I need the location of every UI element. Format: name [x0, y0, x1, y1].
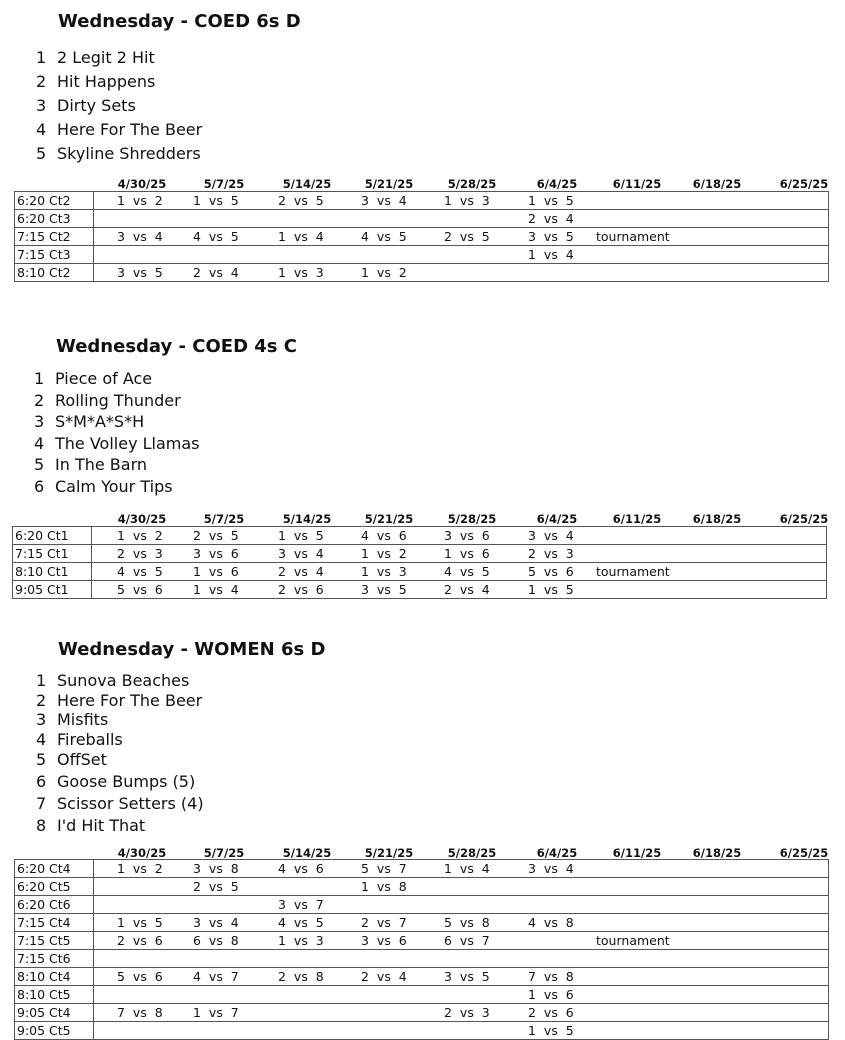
table-row: [13, 563, 827, 581]
matchup: 3 vs 6: [193, 546, 239, 561]
games-cell: [94, 192, 829, 210]
games-cell: [94, 986, 829, 1004]
team-item: 7 Scissor Setters (4): [36, 793, 204, 813]
time-court-cell: 9:05 Ct5: [15, 1022, 94, 1040]
date-header: 6/18/25: [692, 512, 742, 526]
table-row: [15, 914, 829, 932]
date-header: 5/7/25: [203, 846, 245, 860]
time-court-cell: 6:20 Ct6: [15, 896, 94, 914]
matchup: 1 vs 4: [278, 229, 324, 244]
date-header: 5/14/25: [282, 177, 332, 191]
matchup: 4 vs 8: [528, 915, 574, 930]
matchup: 2 vs 3: [444, 1005, 490, 1020]
matchup: 1 vs 4: [528, 247, 574, 262]
games-cell: [94, 264, 829, 282]
matchup: 2 vs 6: [278, 582, 324, 597]
matchup: 1 vs 5: [117, 915, 163, 930]
matchup: 3 vs 6: [444, 528, 490, 543]
matchup: 2 vs 3: [528, 546, 574, 561]
date-header: 6/18/25: [692, 846, 742, 860]
time-court-cell: 7:15 Ct3: [15, 246, 94, 264]
date-header: 6/4/25: [536, 846, 578, 860]
games-cell: [92, 527, 827, 545]
team-item: 2 Here For The Beer: [36, 690, 203, 710]
table-row: [15, 986, 829, 1004]
matchup: 6 vs 8: [193, 933, 239, 948]
date-header: 4/30/25: [117, 846, 167, 860]
date-header: 6/11/25: [612, 512, 662, 526]
date-header: 6/11/25: [612, 177, 662, 191]
table-row: [15, 878, 829, 896]
matchup: 1 vs 2: [361, 265, 407, 280]
matchup: 2 vs 4: [278, 564, 324, 579]
matchup: 3 vs 6: [361, 933, 407, 948]
matchup: 1 vs 4: [444, 861, 490, 876]
table-row: [13, 527, 827, 545]
matchup: 1 vs 5: [528, 1023, 574, 1038]
table-row: [15, 896, 829, 914]
date-header: 6/11/25: [612, 846, 662, 860]
time-court-cell: 9:05 Ct4: [15, 1004, 94, 1022]
matchup: 2 vs 5: [278, 193, 324, 208]
team-item: 2 Rolling Thunder: [34, 390, 181, 410]
matchup: 7 vs 8: [528, 969, 574, 984]
team-item: 3 Dirty Sets: [36, 96, 136, 115]
matchup: 1 vs 6: [193, 564, 239, 579]
games-cell: [92, 545, 827, 563]
date-header: 5/21/25: [364, 512, 414, 526]
matchup: 1 vs 2: [117, 528, 163, 543]
team-list: [36, 671, 204, 837]
matchup: 2 vs 5: [193, 528, 239, 543]
team-item: 6 Goose Bumps (5): [36, 771, 196, 791]
matchup: 7 vs 8: [117, 1005, 163, 1020]
time-court-cell: 6:20 Ct3: [15, 210, 94, 228]
schedule-table: [14, 191, 829, 282]
date-header: 6/4/25: [536, 512, 578, 526]
table-row: [15, 932, 829, 950]
time-court-cell: 8:10 Ct1: [13, 563, 92, 581]
team-list: [36, 46, 202, 166]
matchup: 1 vs 6: [528, 987, 574, 1002]
tournament-label: tournament: [596, 933, 670, 948]
time-court-cell: 7:15 Ct1: [13, 545, 92, 563]
games-cell: [94, 228, 829, 246]
matchup: 1 vs 3: [361, 564, 407, 579]
games-cell: [94, 210, 829, 228]
matchup: 3 vs 4: [528, 528, 574, 543]
date-header: 5/7/25: [203, 512, 245, 526]
time-court-cell: 6:20 Ct2: [15, 192, 94, 210]
matchup: 1 vs 7: [193, 1005, 239, 1020]
games-cell: [94, 860, 829, 878]
games-cell: [94, 896, 829, 914]
matchup: 3 vs 8: [193, 861, 239, 876]
matchup: 1 vs 4: [193, 582, 239, 597]
matchup: 5 vs 7: [361, 861, 407, 876]
matchup: 3 vs 5: [361, 582, 407, 597]
section-title: Wednesday - COED 6s D: [58, 11, 301, 32]
matchup: 3 vs 5: [528, 229, 574, 244]
matchup: 1 vs 2: [117, 861, 163, 876]
matchup: 1 vs 3: [278, 265, 324, 280]
matchup: 2 vs 6: [117, 933, 163, 948]
time-court-cell: 7:15 Ct2: [15, 228, 94, 246]
matchup: 2 vs 7: [361, 915, 407, 930]
matchup: 3 vs 5: [117, 265, 163, 280]
date-header: 5/21/25: [364, 177, 414, 191]
games-cell: [92, 581, 827, 599]
team-item: 8 I'd Hit That: [36, 815, 146, 835]
date-header: 5/14/25: [282, 846, 332, 860]
date-header: 6/25/25: [779, 846, 829, 860]
tournament-label: tournament: [596, 229, 670, 244]
team-item: 2 Hit Happens: [36, 72, 156, 91]
team-item: 1 Sunova Beaches: [36, 671, 190, 690]
tournament-label: tournament: [596, 564, 670, 579]
matchup: 2 vs 6: [528, 1005, 574, 1020]
matchup: 1 vs 5: [528, 582, 574, 597]
team-item: 5 Skyline Shredders: [36, 144, 201, 163]
team-item: 3 Misfits: [36, 710, 109, 729]
matchup: 3 vs 4: [193, 915, 239, 930]
time-court-cell: 7:15 Ct4: [15, 914, 94, 932]
games-cell: [94, 914, 829, 932]
matchup: 2 vs 4: [193, 265, 239, 280]
time-court-cell: 8:10 Ct5: [15, 986, 94, 1004]
date-header: 5/7/25: [203, 177, 245, 191]
date-header: 5/28/25: [447, 177, 497, 191]
matchup: 1 vs 2: [117, 193, 163, 208]
time-court-cell: 7:15 Ct6: [15, 950, 94, 968]
matchup: 2 vs 5: [444, 229, 490, 244]
matchup: 2 vs 8: [278, 969, 324, 984]
games-cell: [94, 932, 829, 950]
date-header: 5/28/25: [447, 512, 497, 526]
date-header: 6/4/25: [536, 177, 578, 191]
matchup: 1 vs 5: [528, 193, 574, 208]
date-header: 6/25/25: [779, 512, 829, 526]
team-item: 5 OffSet: [36, 750, 107, 769]
matchup: 3 vs 4: [117, 229, 163, 244]
time-court-cell: 8:10 Ct4: [15, 968, 94, 986]
time-court-cell: 7:15 Ct5: [15, 932, 94, 950]
time-court-cell: 6:20 Ct4: [15, 860, 94, 878]
matchup: 5 vs 8: [444, 915, 490, 930]
team-item: 1 Piece of Ace: [34, 369, 153, 388]
time-court-cell: 6:20 Ct1: [13, 527, 92, 545]
team-item: 5 In The Barn: [34, 455, 148, 474]
matchup: 5 vs 6: [117, 582, 163, 597]
table-row: [15, 1004, 829, 1022]
matchup: 2 vs 3: [117, 546, 163, 561]
date-header: 4/30/25: [117, 512, 167, 526]
matchup: 6 vs 7: [444, 933, 490, 948]
table-row: [15, 1022, 829, 1040]
matchup: 1 vs 8: [361, 879, 407, 894]
games-cell: [94, 968, 829, 986]
games-cell: [94, 878, 829, 896]
matchup: 1 vs 3: [278, 933, 324, 948]
games-cell: [94, 950, 829, 968]
matchup: 4 vs 5: [193, 229, 239, 244]
table-row: [13, 581, 827, 599]
date-header: 5/14/25: [282, 512, 332, 526]
table-row: [15, 192, 829, 210]
team-list: [34, 368, 200, 497]
section-title: Wednesday - WOMEN 6s D: [58, 639, 326, 660]
team-item: 4 Fireballs: [36, 729, 123, 749]
matchup: 4 vs 5: [117, 564, 163, 579]
date-header: 6/25/25: [779, 177, 829, 191]
schedule-table: [12, 526, 827, 599]
table-row: [15, 246, 829, 264]
games-cell: [92, 563, 827, 581]
matchup: 2 vs 5: [193, 879, 239, 894]
time-court-cell: 8:10 Ct2: [15, 264, 94, 282]
matchup: 1 vs 6: [444, 546, 490, 561]
matchup: 1 vs 2: [361, 546, 407, 561]
matchup: 2 vs 4: [444, 582, 490, 597]
date-header: 4/30/25: [117, 177, 167, 191]
table-row: [15, 950, 829, 968]
matchup: 4 vs 6: [278, 861, 324, 876]
matchup: 4 vs 5: [444, 564, 490, 579]
table-row: [15, 860, 829, 878]
matchup: 3 vs 4: [361, 193, 407, 208]
games-cell: [94, 1022, 829, 1040]
team-item: 1 2 Legit 2 Hit: [36, 48, 155, 67]
section-title: Wednesday - COED 4s C: [56, 336, 297, 357]
matchup: 1 vs 5: [278, 528, 324, 543]
matchup: 4 vs 7: [193, 969, 239, 984]
games-cell: [94, 246, 829, 264]
matchup: 3 vs 4: [278, 546, 324, 561]
matchup: 5 vs 6: [117, 969, 163, 984]
time-court-cell: 9:05 Ct1: [13, 581, 92, 599]
team-item: 3 S*M*A*S*H: [34, 412, 145, 431]
matchup: 4 vs 5: [278, 915, 324, 930]
matchup: 3 vs 7: [278, 897, 324, 912]
matchup: 4 vs 5: [361, 229, 407, 244]
matchup: 2 vs 4: [528, 211, 574, 226]
matchup: 3 vs 5: [444, 969, 490, 984]
time-court-cell: 6:20 Ct5: [15, 878, 94, 896]
team-item: 6 Calm Your Tips: [34, 476, 173, 496]
matchup: 1 vs 3: [444, 193, 490, 208]
table-row: [15, 228, 829, 246]
team-item: 4 The Volley Llamas: [34, 433, 200, 453]
date-header: 6/18/25: [692, 177, 742, 191]
date-header: 5/21/25: [364, 846, 414, 860]
matchup: 5 vs 6: [528, 564, 574, 579]
matchup: 4 vs 6: [361, 528, 407, 543]
team-item: 4 Here For The Beer: [36, 120, 203, 139]
games-cell: [94, 1004, 829, 1022]
date-header: 5/28/25: [447, 846, 497, 860]
table-row: [15, 210, 829, 228]
table-row: [15, 968, 829, 986]
matchup: 2 vs 4: [361, 969, 407, 984]
schedule-table: [14, 859, 829, 1040]
table-row: [15, 264, 829, 282]
matchup: 1 vs 5: [193, 193, 239, 208]
table-row: [13, 545, 827, 563]
matchup: 3 vs 4: [528, 861, 574, 876]
